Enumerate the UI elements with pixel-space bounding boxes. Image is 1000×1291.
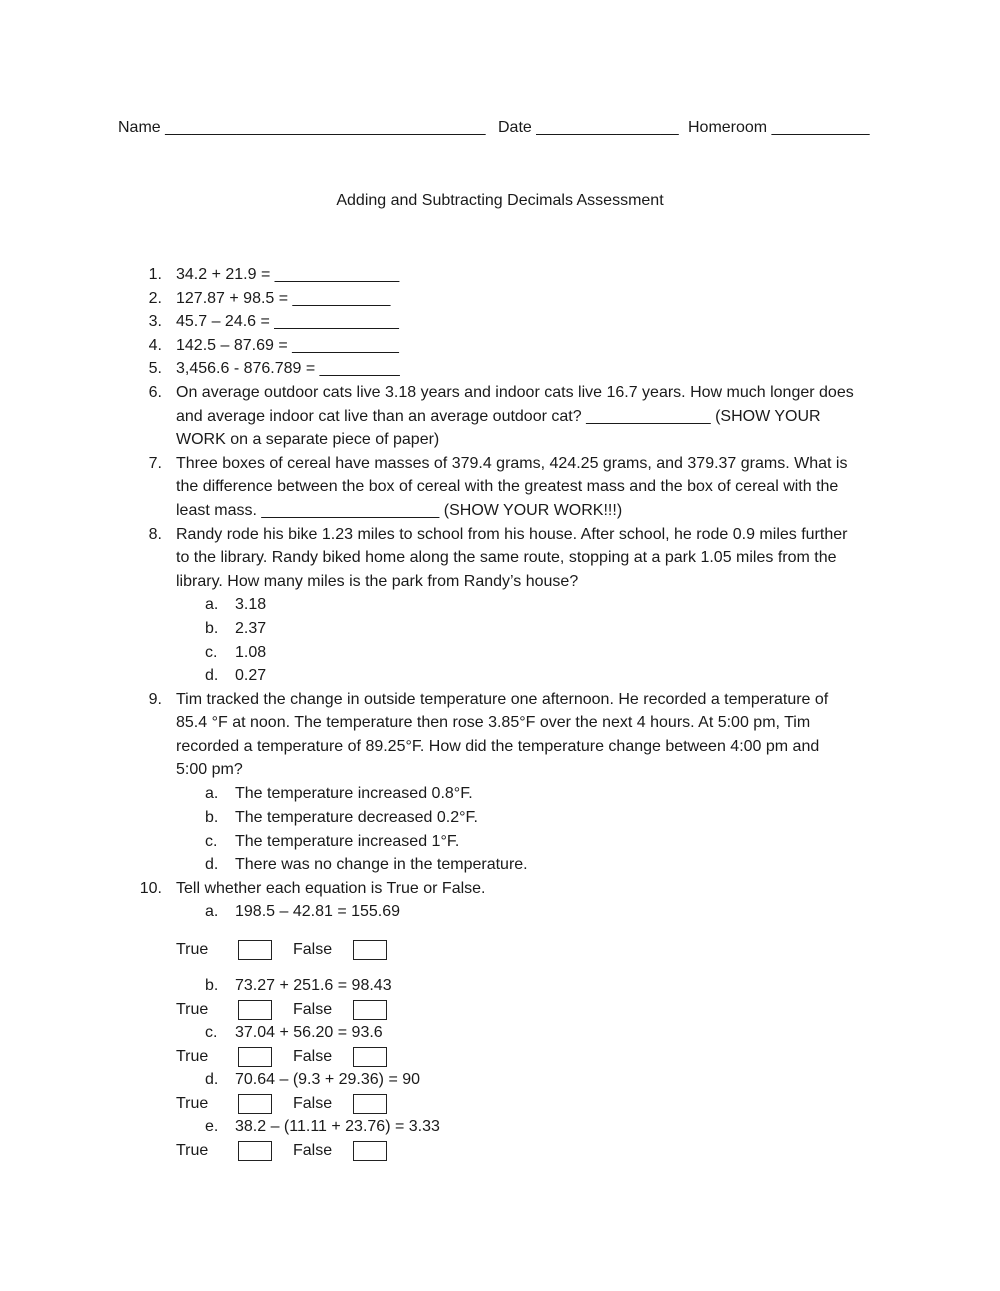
option-text: 0.27 bbox=[235, 667, 267, 684]
equation-letter: a. bbox=[205, 903, 219, 920]
true-checkbox[interactable] bbox=[238, 1047, 272, 1067]
option-text: 2.37 bbox=[235, 620, 267, 637]
option-letter: b. bbox=[205, 620, 219, 637]
option-letter: b. bbox=[205, 809, 219, 826]
true-checkbox[interactable] bbox=[238, 1000, 272, 1020]
false-label: False bbox=[293, 1001, 333, 1018]
question-text: On average outdoor cats live 3.18 years and indoor cats live 16.7 years. How much longer does bbox=[176, 384, 854, 401]
option-text: The temperature increased 0.8°F. bbox=[235, 785, 473, 802]
question-text: 5:00 pm? bbox=[176, 761, 243, 778]
option-letter: d. bbox=[205, 667, 219, 684]
true-label: True bbox=[176, 1095, 209, 1112]
question-number: 3. bbox=[148, 313, 162, 330]
question-text: library. How many miles is the park from Randy’s house? bbox=[176, 573, 579, 590]
true-label: True bbox=[176, 1142, 209, 1159]
page-title: Adding and Subtracting Decimals Assessment bbox=[336, 192, 664, 209]
true-checkbox[interactable] bbox=[238, 940, 272, 960]
option-text: The temperature decreased 0.2°F. bbox=[235, 809, 478, 826]
option-text: 1.08 bbox=[235, 644, 267, 661]
equation-letter: d. bbox=[205, 1071, 219, 1088]
false-checkbox[interactable] bbox=[353, 1141, 387, 1161]
question-text: 127.87 + 98.5 = ___________ bbox=[176, 290, 391, 307]
question-number: 8. bbox=[148, 526, 162, 543]
date-field[interactable]: Date ________________ bbox=[498, 119, 679, 136]
question-text: 85.4 °F at noon. The temperature then rose 3.85°F over the next 4 hours. At 5:00 pm, Tim bbox=[176, 714, 811, 731]
question-text: the difference between the box of cereal with the greatest mass and the box of cereal with the bbox=[176, 478, 839, 495]
question-text: Tell whether each equation is True or False. bbox=[176, 880, 486, 897]
false-checkbox[interactable] bbox=[353, 1047, 387, 1067]
option-letter: c. bbox=[205, 644, 218, 661]
option-letter: c. bbox=[205, 833, 218, 850]
question-text: least mass. ____________________ (SHOW YOUR WORK!!!) bbox=[176, 502, 623, 519]
question-number: 10. bbox=[139, 880, 162, 897]
question-text: Three boxes of cereal have masses of 379.4 grams, 424.25 grams, and 379.37 grams. What is bbox=[176, 455, 848, 472]
false-checkbox[interactable] bbox=[353, 1000, 387, 1020]
equation-letter: e. bbox=[205, 1118, 219, 1135]
question-text: recorded a temperature of 89.25°F. How did the temperature change between 4:00 pm and bbox=[176, 738, 820, 755]
false-label: False bbox=[293, 1095, 333, 1112]
question-text: 45.7 – 24.6 = ______________ bbox=[176, 313, 399, 330]
question-text: and average indoor cat live than an average outdoor cat? ______________ (SHOW YOUR bbox=[176, 408, 821, 425]
true-checkbox[interactable] bbox=[238, 1094, 272, 1114]
equation-text: 198.5 – 42.81 = 155.69 bbox=[235, 903, 401, 920]
option-text: 3.18 bbox=[235, 596, 267, 613]
option-letter: d. bbox=[205, 856, 219, 873]
question-number: 7. bbox=[148, 455, 162, 472]
false-label: False bbox=[293, 1048, 333, 1065]
equation-letter: c. bbox=[205, 1024, 218, 1041]
question-number: 2. bbox=[148, 290, 162, 307]
equation-text: 70.64 – (9.3 + 29.36) = 90 bbox=[235, 1071, 421, 1088]
question-number: 5. bbox=[148, 360, 162, 377]
question-text: to the library. Randy biked home along the same route, stopping at a park 1.05 miles from the bbox=[176, 549, 837, 566]
question-number: 6. bbox=[148, 384, 162, 401]
false-checkbox[interactable] bbox=[353, 1094, 387, 1114]
question-text: Randy rode his bike 1.23 miles to school from his house. After school, he rode 0.9 miles further bbox=[176, 526, 848, 543]
equation-text: 73.27 + 251.6 = 98.43 bbox=[235, 977, 392, 994]
question-number: 9. bbox=[148, 691, 162, 708]
true-checkbox[interactable] bbox=[238, 1141, 272, 1161]
true-label: True bbox=[176, 1001, 209, 1018]
equation-letter: b. bbox=[205, 977, 219, 994]
question-text: 142.5 – 87.69 = ____________ bbox=[176, 337, 399, 354]
true-label: True bbox=[176, 941, 209, 958]
option-letter: a. bbox=[205, 596, 219, 613]
true-label: True bbox=[176, 1048, 209, 1065]
false-label: False bbox=[293, 1142, 333, 1159]
equation-text: 38.2 – (11.11 + 23.76) = 3.33 bbox=[235, 1118, 440, 1135]
question-text: 3,456.6 - 876.789 = _________ bbox=[176, 360, 400, 377]
homeroom-field[interactable]: Homeroom ___________ bbox=[688, 119, 870, 136]
question-text: 34.2 + 21.9 = ______________ bbox=[176, 266, 400, 283]
equation-text: 37.04 + 56.20 = 93.6 bbox=[235, 1024, 383, 1041]
question-number: 4. bbox=[148, 337, 162, 354]
question-text: Tim tracked the change in outside temperature one afternoon. He recorded a temperature of bbox=[176, 691, 829, 708]
name-field[interactable]: Name ____________________________________ bbox=[118, 119, 486, 136]
question-text: WORK on a separate piece of paper) bbox=[176, 431, 440, 448]
option-text: The temperature increased 1°F. bbox=[235, 833, 460, 850]
question-number: 1. bbox=[148, 266, 162, 283]
false-checkbox[interactable] bbox=[353, 940, 387, 960]
option-text: There was no change in the temperature. bbox=[235, 856, 528, 873]
false-label: False bbox=[293, 941, 333, 958]
option-letter: a. bbox=[205, 785, 219, 802]
